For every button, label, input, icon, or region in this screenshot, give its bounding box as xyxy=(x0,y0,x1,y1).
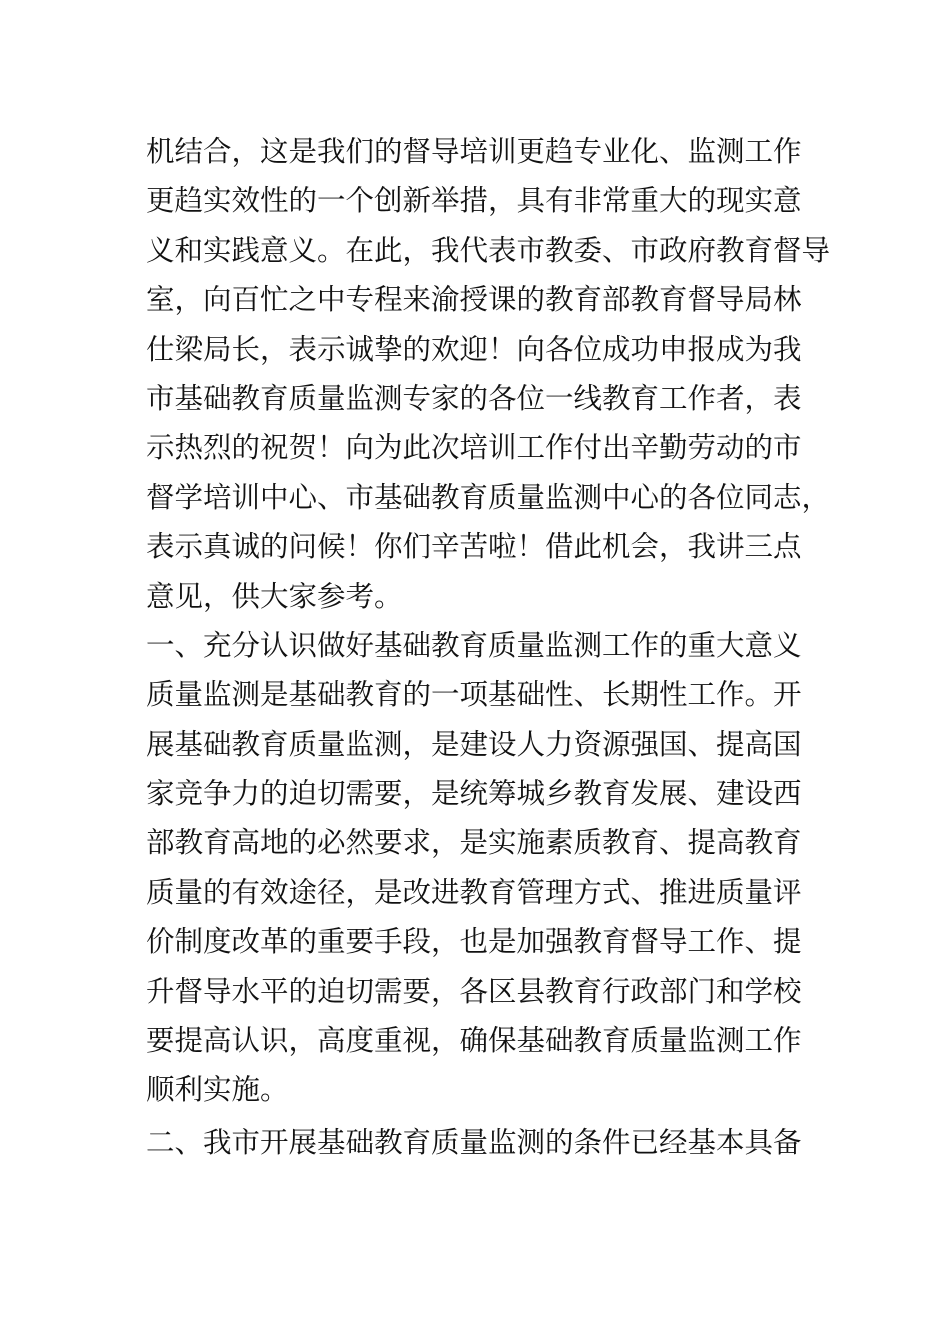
body-line: 家竞争力的迫切需要，是统筹城乡教育发展、建设西 xyxy=(146,777,802,811)
body-line: 更趋实效性的一个创新举措，具有非常重大的现实意 xyxy=(146,184,802,218)
section-heading-2: 二、我市开展基础教育质量监测的条件已经基本具备 xyxy=(146,1125,802,1159)
body-line: 表示真诚的问候！你们辛苦啦！借此机会，我讲三点 xyxy=(146,530,802,564)
document-body xyxy=(146,127,831,1167)
body-line: 机结合，这是我们的督导培训更趋专业化、监测工作 xyxy=(146,135,802,168)
body-line: 质量的有效途径，是改进教育管理方式、推进质量评 xyxy=(146,875,802,909)
body-line: 市基础教育质量监测专家的各位一线教育工作者，表 xyxy=(146,381,802,415)
body-line: 意见，供大家参考。 xyxy=(146,579,403,613)
body-line: 质量监测是基础教育的一项基础性、长期性工作。开 xyxy=(146,678,802,712)
body-line: 要提高认识，高度重视，确保基础教育质量监测工作 xyxy=(146,1024,802,1058)
body-line: 仕梁局长，表示诚挚的欢迎！向各位成功申报成为我 xyxy=(146,332,802,366)
body-line: 升督导水平的迫切需要，各区县教育行政部门和学校 xyxy=(146,974,802,1008)
body-line: 督学培训中心、市基础教育质量监测中心的各位同志， xyxy=(146,480,831,514)
section-heading-1: 一、充分认识做好基础教育质量监测工作的重大意义 xyxy=(146,628,802,662)
body-line: 展基础教育质量监测，是建设人力资源强国、提高国 xyxy=(146,727,802,761)
body-line: 价制度改革的重要手段，也是加强教育督导工作、提 xyxy=(146,925,802,959)
body-line: 室，向百忙之中专程来渝授课的教育部教育督导局林 xyxy=(146,283,802,317)
body-line: 顺利实施。 xyxy=(146,1073,289,1107)
body-line: 义和实践意义。在此，我代表市教委、市政府教育督导 xyxy=(146,233,831,267)
body-line: 示热烈的祝贺！向为此次培训工作付出辛勤劳动的市 xyxy=(146,431,802,465)
body-line: 部教育高地的必然要求，是实施素质教育、提高教育 xyxy=(146,826,802,860)
